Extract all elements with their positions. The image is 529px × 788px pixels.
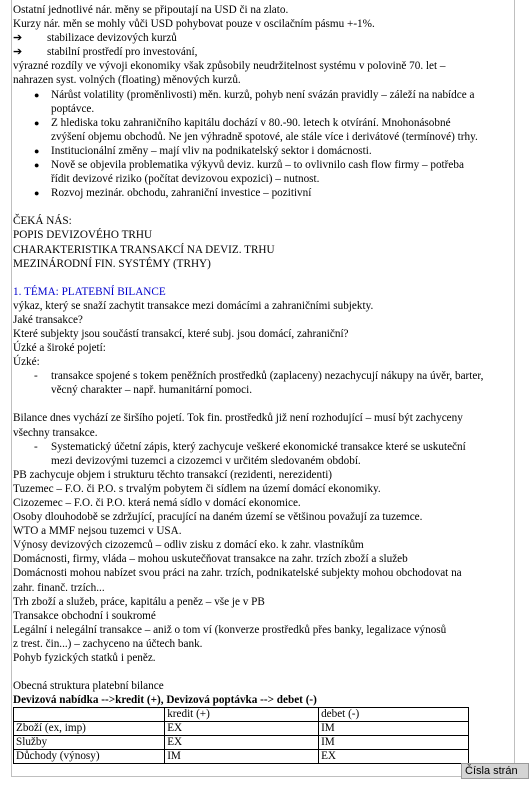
dash-icon: - xyxy=(34,370,38,383)
table-header-cell: debet (-) xyxy=(319,708,469,722)
text-line: Transakce obchodní i soukromé xyxy=(13,609,156,622)
bullet-icon: ● xyxy=(34,89,40,100)
text-line: výrazné rozdíly ve vývoji ekonomiky však způsobily neudržitelnost systému v polovině 70. let – xyxy=(13,60,446,73)
table-cell: Služby xyxy=(14,736,165,750)
dash-icon: - xyxy=(34,440,38,453)
arrow-list-item: ➔ stabilní prostředí pro investování, xyxy=(13,46,198,59)
text-line: nahrazen syst. volných (floating) měnových kurzů. xyxy=(13,74,241,87)
document-body xyxy=(13,3,513,764)
text-line: Které subjekty jsou součástí transakcí, které subj. jsou domácí, zahraniční? xyxy=(13,327,349,340)
table-cell: Zboží (ex, imp) xyxy=(14,722,165,736)
text-line: CHARAKTERISTIKA TRANSAKCÍ NA DEVIZ. TRHU xyxy=(13,243,275,256)
section-title: ČEKÁ NÁS: xyxy=(13,215,72,228)
arrow-list-item: ➔ stabilizace devizových kurzů xyxy=(13,32,177,45)
text-line: všechny transakce. xyxy=(13,426,98,439)
table-header-row xyxy=(14,708,469,722)
text-line: Pohyb fyzických statků i peněz. xyxy=(13,652,156,665)
table-row xyxy=(14,736,469,750)
text-line: Domácnosti mohou nabízet svou práci na zahr. trzích, podnikatelské subjekty mohou obchodovat na xyxy=(13,567,462,580)
text-line: z trest. čin...) – zachyceno na účtech bank. xyxy=(13,637,203,650)
text-line: Úzké a široké pojetí: xyxy=(13,342,106,355)
table-cell: IM xyxy=(319,736,469,750)
table-row xyxy=(14,750,469,764)
text-line: Cizozemec – F.O. či P.O. která nemá sídlo v domácí ekonomice. xyxy=(13,497,301,509)
table-cell: IM xyxy=(165,750,319,764)
text-line: výkaz, který se snaží zachytit transakce mezi domácími a zahraničními subjekty. xyxy=(13,299,374,312)
table-cell: EX xyxy=(319,750,469,764)
topic-heading: 1. TÉMA: PLATEBNÍ BILANCE xyxy=(13,285,166,298)
text-line: Výnosy devizových cizozemců – odliv zisku z domácí eko. k zahr. vlastníkům xyxy=(13,539,364,552)
table-header-cell: kredit (+) xyxy=(165,708,319,722)
text-line: Legální i nelegální transakce – aniž o tom ví (konverze prostředků přes banky, legalizace výnosů xyxy=(13,623,447,636)
arrow-right-icon: ➔ xyxy=(13,46,23,59)
structure-bold-line: Devizová nabídka -->kredit (+), Devizová poptávka --> debet (-) xyxy=(13,694,317,707)
text-line: zahr. finanč. trzích... xyxy=(13,581,105,594)
page-number-field[interactable]: Čísla strán xyxy=(461,763,529,779)
table-cell: EX xyxy=(165,722,319,736)
structure-title: Obecná struktura platební bilance xyxy=(13,680,164,693)
bullet-item: ● Rozvoj mezinár. obchodu, zahraniční investice – pozitivní xyxy=(34,187,312,200)
text-line: Osoby dlouhodobě se zdržující, pracující na daném území se většinou považují za tuzemce. xyxy=(13,511,423,524)
table-row xyxy=(14,722,469,736)
text-line: POPIS DEVIZOVÉHO TRHU xyxy=(13,229,153,242)
text-line: Kurzy nár. měn se mohly vůči USD pohybovat pouze v oscilačním pásmu +-1%. xyxy=(13,18,375,31)
text-line: Jaké transakce? xyxy=(13,313,83,326)
table-header-cell xyxy=(14,708,165,722)
bullet-icon: ● xyxy=(34,188,40,199)
text-line: Tuzemec – F.O. či P.O. s trvalým pobytem či sídlem na území domácí ekonomiky. xyxy=(13,482,381,495)
bullet-item: ● Nárůst volatility (proměnlivosti) měn. kurzů, pohyb není svázán pravidly – záleží na nabídce a poptávce. xyxy=(34,88,475,115)
dash-item: - transakce spojené s tokem peněžních prostředků (zaplaceny) nezachycují nákupy na úvěr, barter, věcný charakter – např. humanitární pomoci. xyxy=(34,370,484,397)
text-line: PB zachycuje objem i strukturu těchto transakcí (rezidenti, nerezidenti) xyxy=(13,468,333,481)
text-line: Bilance dnes vychází ze širšího pojetí. Tok fin. prostředků již není rozhodující – musí být zachyceny xyxy=(13,412,463,425)
text-line: Ostatní jednotlivé nár. měny se připoutají na USD či na zlato. xyxy=(13,4,289,16)
arrow-right-icon: ➔ xyxy=(13,32,23,45)
table-cell: Důchody (výnosy) xyxy=(14,750,165,764)
bullet-item: ● Nově se objevila problematika výkyvů deviz. kurzů – to ovlivnilo cash flow firmy – potřeba řídit devizové riziko (počítat devizovou expozici) – nutnost. xyxy=(34,159,464,186)
bullet-icon: ● xyxy=(34,117,40,128)
text-line: WTO a MMF nejsou tuzemci v USA. xyxy=(13,525,182,538)
balance-structure-table xyxy=(13,707,469,764)
dash-item: - Systematický účetní zápis, který zachycuje veškeré ekonomické transakce které se uskuteční mezi devizovými tuzemci a cizozemci v určitém sledovaném období. xyxy=(34,440,466,467)
bullet-icon: ● xyxy=(34,145,40,156)
bullet-icon: ● xyxy=(34,160,40,171)
bullet-item: ● Z hlediska toku zahraničního kapitálu dochází v 80.-90. letech k otvírání. Mnohonásobné zvýšení objemu obchodů. Ne jen výhradně spotové, ale stále více i derivátové (termínové) trhy. xyxy=(34,116,478,143)
text-line: MEZINÁRODNÍ FIN. SYSTÉMY (TRHY) xyxy=(13,257,211,270)
table-cell: IM xyxy=(319,722,469,736)
text-line: Úzké: xyxy=(13,356,40,369)
text-line: Domácnosti, firmy, vláda – mohou uskutečňovat transakce na zahr. trzích zboží a služeb xyxy=(13,553,408,566)
bullet-item: ● Institucionální změny – mají vliv na podnikatelský sektor i domácnosti. xyxy=(34,144,372,157)
table-cell: EX xyxy=(165,736,319,750)
text-line: Trh zboží a služeb, práce, kapitálu a peněz – vše je v PB xyxy=(13,595,265,608)
